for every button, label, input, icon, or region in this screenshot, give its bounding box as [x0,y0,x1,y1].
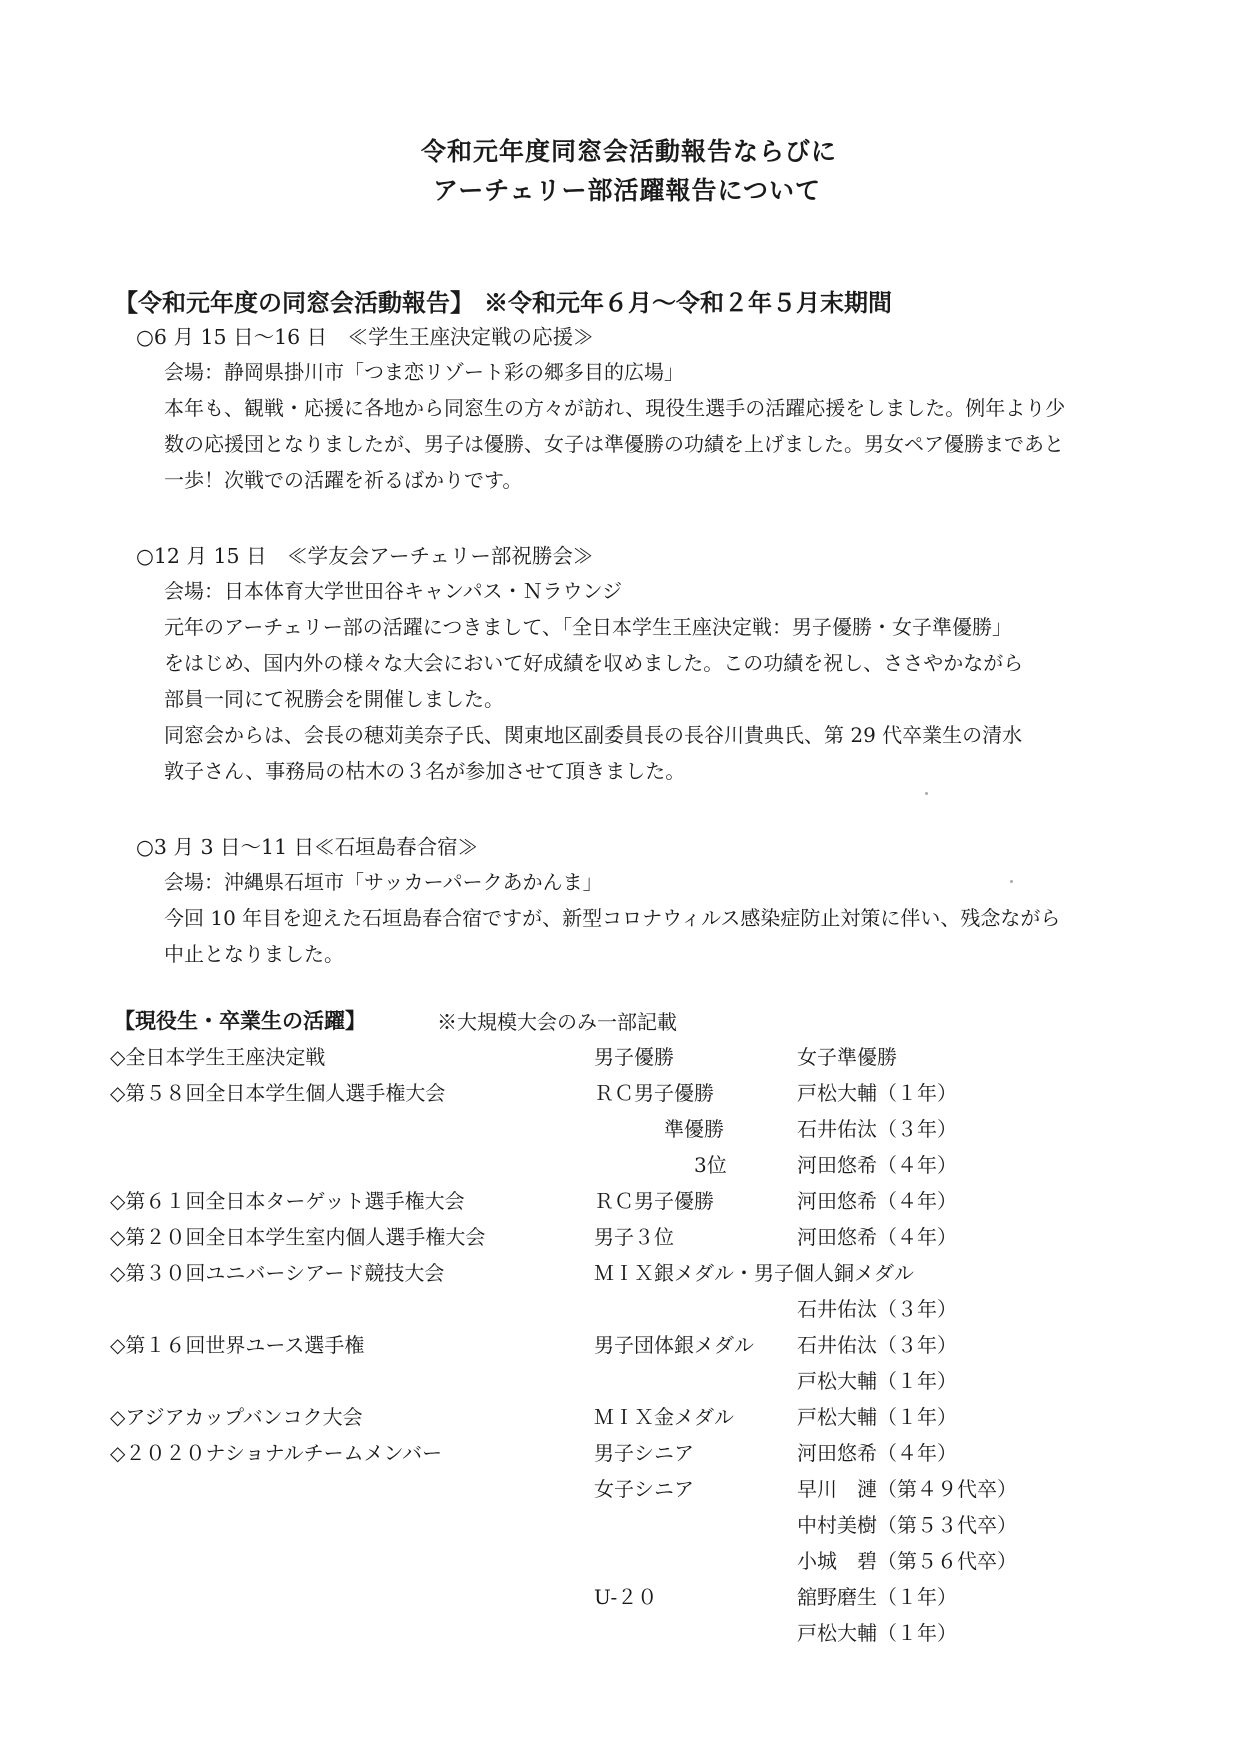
result-event: ◇第５８回全日本学生個人選手権大会 [110,1081,446,1105]
event-3-header: ○3 月 3 日～11 日≪石垣島春合宿≫ [136,835,479,859]
result-person: 中村美樹（第５３代卒） [797,1513,1017,1537]
result-person: 石井佑汰（３年） [797,1297,957,1321]
result-event: ◇２０２０ナショナルチームメンバー [110,1441,443,1465]
result-award: ＭＩＸ銀メダル・男子個人銅メダル [594,1261,914,1285]
results-note: ※大規模大会のみ一部記載 [437,1010,677,1034]
result-award: ＭＩＸ金メダル [594,1405,734,1429]
result-award: 男子優勝 [594,1045,674,1069]
result-person: 河田悠希（４年） [797,1441,957,1465]
result-person: 女子準優勝 [797,1045,897,1069]
event-2-venue: 会場：日本体育大学世田谷キャンパス・Ｎラウンジ [164,579,623,603]
result-person: 戸松大輔（１年） [797,1369,957,1393]
result-award: U-２０ [594,1585,658,1609]
event-3-body-line: 今回 10 年目を迎えた石垣島春合宿ですが、新型コロナウィルス感染症防止対策に伴い、残念ながら [164,906,1061,930]
result-award: 3位 [694,1153,727,1177]
result-person: 石井佑汰（３年） [797,1117,957,1141]
result-person: 河田悠希（４年） [797,1153,957,1177]
event-3-body-line: 中止となりました。 [164,942,344,966]
result-event: ◇アジアカップバンコク大会 [110,1405,363,1429]
activity-period: ※令和元年６月～令和２年５月末期間 [484,288,892,317]
activity-heading-label: 【令和元年度の同窓会活動報告】 [114,288,474,317]
result-award: 女子シニア [594,1477,694,1501]
result-person: 舘野磨生（１年） [797,1585,957,1609]
results-heading: 【現役生・卒業生の活躍】 [114,1008,366,1033]
scan-speck [1010,880,1013,883]
result-event: ◇第１６回世界ユース選手権 [110,1333,365,1357]
event-3-venue: 会場：沖縄県石垣市「サッカーパークあかんま」 [164,870,603,894]
result-person: 戸松大輔（１年） [797,1621,957,1645]
title-line-1: 令和元年度同窓会活動報告ならびに [421,137,838,166]
event-2-body-line: 同窓会からは、会長の穂苅美奈子氏、関東地区副委員長の長谷川貴典氏、第 29 代卒業生の清水 [164,723,1023,747]
result-event: ◇第２０回全日本学生室内個人選手権大会 [110,1225,486,1249]
event-1-body-line: 一歩！次戦での活躍を祈るばかりです。 [164,468,523,492]
event-2-body-line: 元年のアーチェリー部の活躍につきまして、「全日本学生王座決定戦：男子優勝・女子準優勝」 [164,615,1012,639]
result-person: 小城 碧（第５６代卒） [797,1549,1017,1573]
result-award: 男子シニア [594,1441,694,1465]
result-event: ◇第６１回全日本ターゲット選手権大会 [110,1189,465,1213]
result-person: 戸松大輔（１年） [797,1405,957,1429]
result-award: 準優勝 [664,1117,724,1141]
result-award: 男子３位 [594,1225,674,1249]
event-1-body-line: 数の応援団となりましたが、男子は優勝、女子は準優勝の功績を上げました。男女ペア優勝まであと [164,432,1064,456]
result-person: 早川 漣（第４９代卒） [797,1477,1017,1501]
result-person: 石井佑汰（３年） [797,1333,957,1357]
result-award: ＲＣ男子優勝 [594,1081,714,1105]
result-person: 戸松大輔（１年） [797,1081,957,1105]
event-1-body-line: 本年も、観戦・応援に各地から同窓生の方々が訪れ、現役生選手の活躍応援をしました。例年より少 [164,396,1066,420]
result-person: 河田悠希（４年） [797,1225,957,1249]
event-2-body-line: 部員一同にて祝勝会を開催しました。 [164,687,504,711]
event-2-body-line: をはじめ、国内外の様々な大会において好成績を収めました。この功績を祝し、ささやかながら [164,651,1024,675]
event-2-header: ○12 月 15 日 ≪学友会アーチェリー部祝勝会≫ [136,544,594,568]
activity-heading [114,283,892,318]
event-1-header: ○6 月 15 日～16 日 ≪学生王座決定戦の応援≫ [136,325,594,349]
result-event: ◇第３０回ユニバーシアード競技大会 [110,1261,445,1285]
result-award: ＲＣ男子優勝 [594,1189,714,1213]
event-1-venue: 会場：静岡県掛川市「つま恋リゾート彩の郷多目的広場」 [164,360,684,384]
title-line-2: アーチェリー部活躍報告について [433,176,822,205]
result-award: 男子団体銀メダル [594,1333,754,1357]
event-2-body-line: 敦子さん、事務局の枯木の３名が参加させて頂きました。 [164,759,686,783]
result-person: 河田悠希（４年） [797,1189,957,1213]
scan-speck [925,792,928,795]
result-event: ◇全日本学生王座決定戦 [110,1045,326,1069]
